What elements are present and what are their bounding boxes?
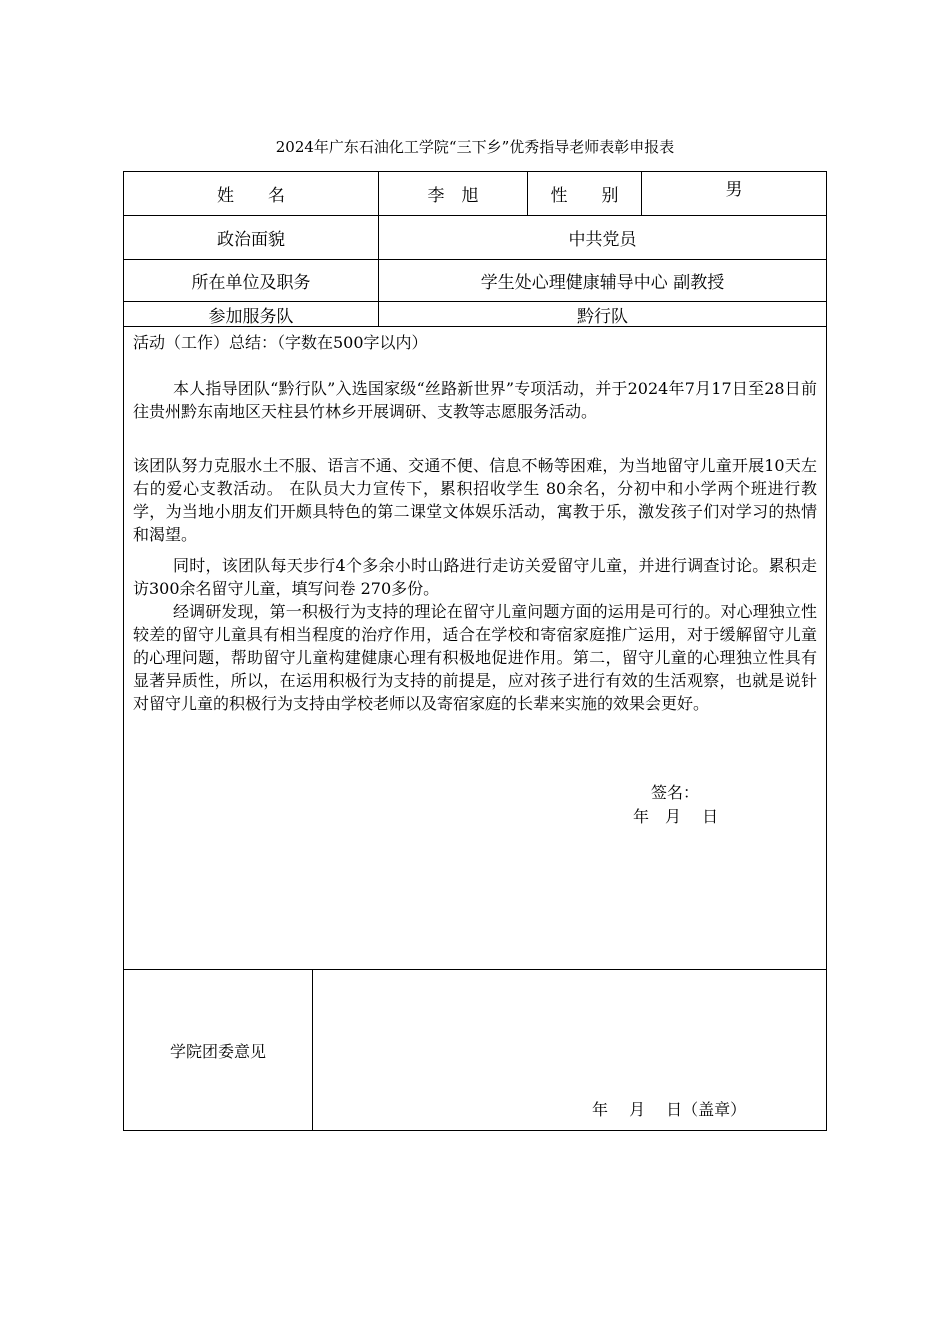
summary-paragraph: 该团队努力克服水土不服、语言不通、交通不便、信息不畅等困难，为当地留守儿童开展10天左右的爱心支教活动。 在队员大力宣传下，累积招收学生 80余名，分初中和小学两个班进行教学，为当地小朋友们开颇具特色的第二课堂文体娱乐活动，寓教于乐，激发孩子们对学习的热情和渴望。	[133, 456, 817, 544]
name-label: 姓 名	[217, 186, 285, 206]
signature-label: 签名：	[651, 783, 700, 802]
signature-date: 年 月 日	[633, 807, 719, 826]
unit-value: 学生处心理健康辅导中心 副教授	[480, 273, 725, 293]
gender-label: 性 别	[550, 186, 619, 206]
political-label: 政治面貌	[217, 230, 285, 250]
team-value: 黔行队	[577, 306, 628, 327]
summary-paragraph: 同时，该团队每天步行4个多余小时山路进行走访关爱留守儿童，并进行调查讨论。累积走访300余名留守儿童，填写问卷 270多份。	[133, 556, 817, 598]
summary-heading: 活动（工作）总结：（字数在500字以内）	[133, 333, 428, 352]
gender-value: 男	[725, 179, 743, 200]
summary-paragraph: 本人指导团队“黔行队”入选国家级“丝路新世界”专项活动，并于2024年7月17日至28日前往贵州黔东南地区天柱县竹林乡开展调研、支教等志愿服务活动。	[133, 379, 817, 421]
summary-paragraph: 经调研发现，第一积极行为支持的理论在留守儿童问题方面的运用是可行的。对心理独立性较差的留守儿童具有相当程度的治疗作用，适合在学校和寄宿家庭推广运用，对于缓解留守儿童的心理问题，帮助留守儿童构建健康心理有积极地促进作用。第二，留守儿童的心理独立性具有显著异质性，所以，在运用积极行为支持的前提是，应对孩子进行有效的生活观察，也就是说针对留守儿童的积极行为支持由学校老师以及寄宿家庭的长辈来实施的效果会更好。	[133, 602, 817, 713]
unit-label: 所在单位及职务	[191, 273, 311, 293]
college-stamp-date: 年 月 日（盖章）	[592, 1100, 747, 1119]
political-value: 中共党员	[568, 230, 637, 250]
name-value: 李 旭	[427, 186, 479, 206]
column-divider	[312, 969, 313, 1130]
form-title: 2024年广东石油化工学院“三下乡”优秀指导老师表彰申报表	[275, 138, 675, 156]
college-opinion-label: 学院团委意见	[169, 1041, 266, 1061]
team-label: 参加服务队	[208, 306, 294, 327]
